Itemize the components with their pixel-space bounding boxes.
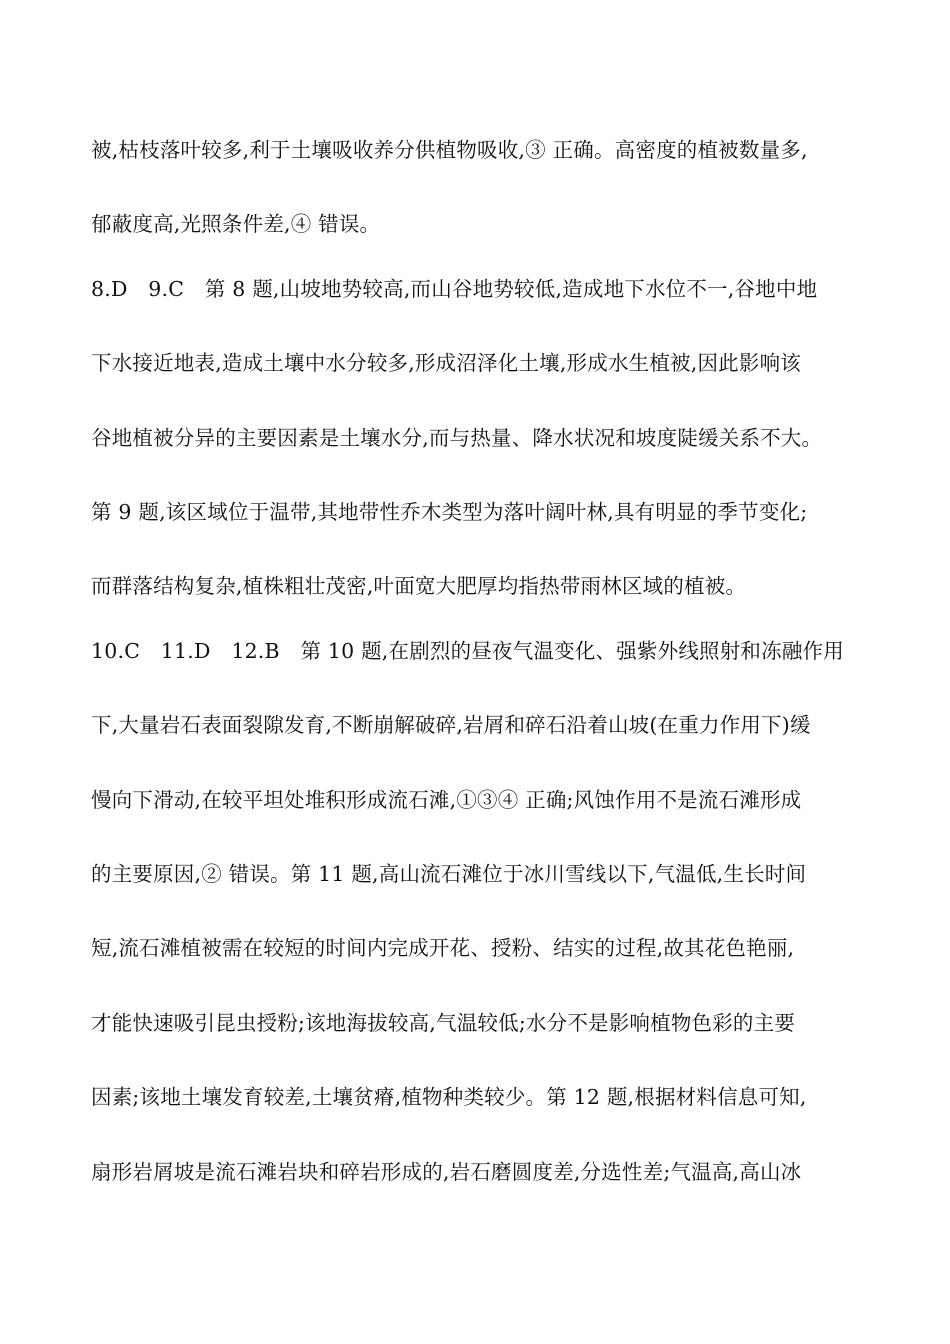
text-line-4: 下水接近地表,造成土壤中水分较多,形成沼泽化土壤,形成水生植被,因此影响该 xyxy=(91,351,801,375)
text-line-9: 下,大量岩石表面裂隙发育,不断崩解破碎,岩屑和碎石沿着山坡(在重力作用下)缓 xyxy=(91,713,811,737)
text-line-11: 的主要原因,② 错误。第 11 题,高山流石滩位于冰川雪线以下,气温低,生长时间 xyxy=(91,862,807,886)
text-line-14: 因素;该地土壤发育较差,土壤贫瘠,植物种类较少。第 12 题,根据材料信息可知, xyxy=(91,1085,807,1109)
text-line-6: 第 9 题,该区域位于温带,其地带性乔木类型为落叶阔叶林,具有明显的季节变化; xyxy=(91,500,808,524)
text-line-5: 谷地植被分异的主要因素是土壤水分,而与热量、降水状况和坡度陡缓关系不大。 xyxy=(91,426,823,450)
text-line-2: 郁蔽度高,光照条件差,④ 错误。 xyxy=(91,212,381,236)
text-line-3: 8.D 9.C 第 8 题,山坡地势较高,而山谷地势较低,造成地下水位不一,谷地中地 xyxy=(91,277,818,301)
text-line-8: 10.C 11.D 12.B 第 10 题,在剧烈的昼夜气温变化、强紫外线照射和冻融作用 xyxy=(91,639,844,663)
text-line-10: 慢向下滑动,在较平坦处堆积形成流石滩,①③④ 正确;风蚀作用不是流石滩形成 xyxy=(91,788,802,812)
text-line-1: 被,枯枝落叶较多,利于土壤吸收养分供植物吸收,③ 正确。高密度的植被数量多, xyxy=(91,138,808,162)
text-line-7: 而群落结构复杂,植株粗壮茂密,叶面宽大肥厚均指热带雨林区域的植被。 xyxy=(91,574,747,598)
text-line-12: 短,流石滩植被需在较短的时间内完成开花、授粉、结实的过程,故其花色艳丽, xyxy=(91,936,795,960)
text-line-13: 才能快速吸引昆虫授粉;该地海拔较高,气温较低;水分不是影响植物色彩的主要 xyxy=(91,1011,796,1035)
text-line-15: 扇形岩屑坡是流石滩岩块和碎岩形成的,岩石磨圆度差,分选性差;气温高,高山冰 xyxy=(91,1160,802,1184)
